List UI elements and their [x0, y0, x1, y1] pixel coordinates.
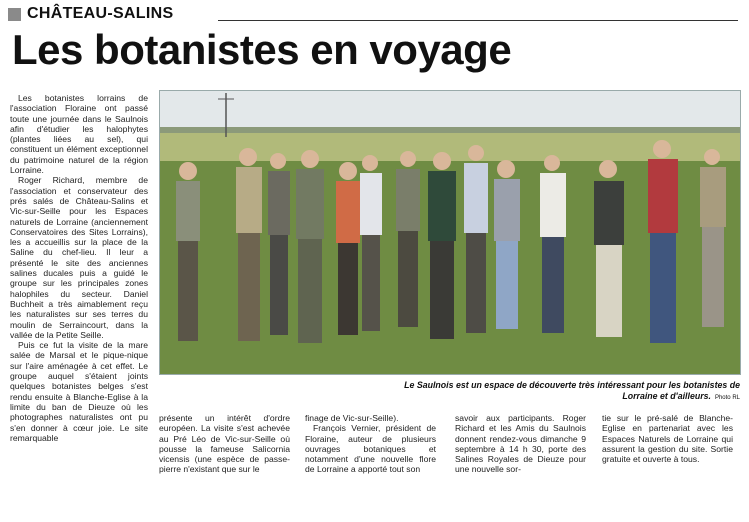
headline: Les botanistes en voyage	[12, 26, 512, 73]
photo-credit: Photo RL	[714, 394, 740, 401]
paragraph: Roger Richard, membre de l'association et conservateur des prés salés de Château-Salins et Vic-sur-Seille pour les Espaces naturels de Lorraine (anciennement Conservatoires des Sites Lorrains), les a accueillis sur la place de la Saline du chef-lieu. Il leur a présenté le site des anciennes salines ducales puis a guidé le groupe sur les principales zones halophiles du secteur. Daniel Buchheit a très aimablement reçu les naturalistes sur ses terres du moulin de Serraincourt, dans la vallée de la Petite Seille.	[10, 175, 148, 340]
bottom-column-3	[455, 413, 586, 475]
photo-caption	[380, 380, 740, 403]
paragraph: tie sur le pré-salé de Blanche-Eglise en partenariat avec les Espaces Naturels de Lorraine qui assurent la gestion du site. Sortie gratuite et ouverte à tous.	[602, 413, 733, 465]
left-column	[10, 93, 148, 443]
rubric-square-icon	[8, 8, 21, 21]
paragraph: Les botanistes lorrains de l'association Floraine ont passé toute une journée dans le Saulnois afin d'étudier les halophytes (plantes liées au sel), qui constituent un élément exceptionnel du patrimoine naturel de la région Lorraine.	[10, 93, 148, 176]
bottom-column-1	[159, 413, 290, 475]
bottom-column-4	[602, 413, 733, 464]
bottom-column-2	[305, 413, 436, 475]
paragraph: François Vernier, président de Floraine, auteur de plusieurs ouvrages botaniques et notamment d'une nouvelle flore de Lorraine a apporté tout son	[305, 423, 436, 475]
paragraph: savoir aux participants. Roger Richard et les Amis du Saulnois donnent rendez-vous dimanche 9 septembre à 14 h 30, porte des Salines Royales de Dieuze pour une nouvelle sor-	[455, 413, 586, 475]
photo-sky	[160, 91, 740, 131]
section-rubric	[8, 5, 738, 25]
rubric-rule	[218, 20, 738, 21]
caption-text: Le Saulnois est un espace de découverte très intéressant pour les botanistes de Lorraine et d'ailleurs.	[404, 380, 740, 401]
paragraph: finage de Vic-sur-Seille).	[305, 413, 399, 423]
rubric-title: CHÂTEAU-SALINS	[27, 5, 174, 22]
group-photo	[159, 90, 741, 375]
paragraph: Puis ce fut la visite de la mare salée de Marsal et le pique-nique sur l'aire aménagée à cet effet. Le groupe auquel s'étaient joints quelques botanistes belges s'est rendu ensuite à Blanche-Eglise à la limite du ban de Dieuze où les photographes naturalistes ont pu s'en donner à cœur joie. Le site remarquable	[10, 340, 148, 443]
paragraph: présente un intérêt d'ordre européen. La visite s'est achevée au Pré Léo de Vic-sur-Seille où pousse la fameuse Salicornia vicensis (une espèce de passe-pierre n'existant que sur le	[159, 413, 290, 475]
photo-illustration	[160, 91, 740, 374]
